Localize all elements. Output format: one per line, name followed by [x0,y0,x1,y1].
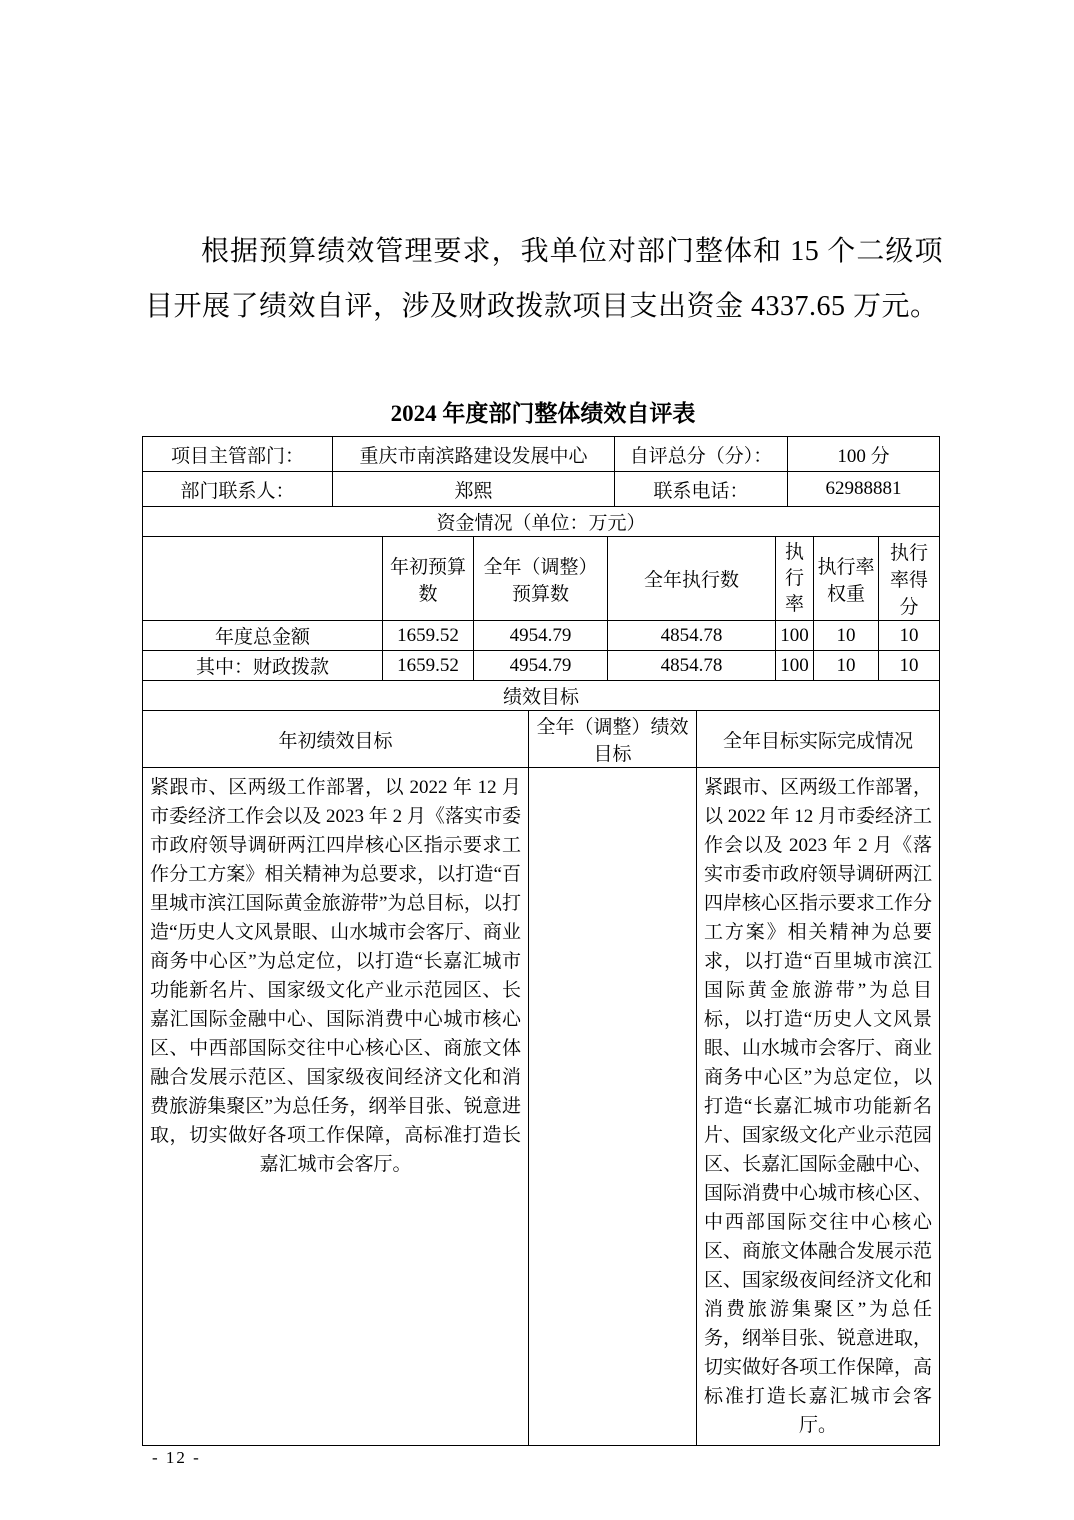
score-value-cell: 100 分 [788,437,940,472]
funds-header-cell: 执行率得分 [879,537,940,621]
funds-value-cell: 100 [776,621,814,651]
self-evaluation-table [142,436,939,1446]
funds-header-cell: 执行率权重 [814,537,879,621]
funds-row-label-cell: 其中：财政拨款 [143,651,383,681]
table-row [143,507,940,537]
funds-header-cell: 全年执行数 [608,537,776,621]
funds-header-cell: 执行率 [776,537,814,621]
table-row [143,681,940,711]
info-section [142,436,940,507]
targets-section-title-cell: 绩效目标 [143,681,940,711]
table-row [143,437,940,472]
funds-value-cell: 10 [814,651,879,681]
table-row [143,651,940,681]
funds-header-cell: 全年（调整）预算数 [474,537,608,621]
contact-value-cell: 郑熙 [333,472,615,507]
funds-value-cell: 4854.78 [608,621,776,651]
funds-value-cell: 1659.52 [383,651,474,681]
funds-value-cell: 4954.79 [474,621,608,651]
funds-value-cell: 10 [814,621,879,651]
funds-value-cell: 1659.52 [383,621,474,651]
dept-label-cell: 项目主管部门： [143,437,333,472]
actual-completion-cell: 紧跟市、区两级工作部署，以 2022 年 12 月市委经济工作会以及 2023 年 2 月《落实市委市政府领导调研两江四岸核心区指示要求工作分工方案》相关精神为总要求，以打造“百里城市滨江国际黄金旅游带”为总目标，以打造“历史人文风景眼、山水城市会客厅、商业商务中心区”为总定位，以打造“长嘉汇城市功能新名片、国家级文化产业示范园区、长嘉汇国际金融中心、国际消费中心城市核心区、中西部国际交往中心核心区、商旅文体融合发展示范区、国家级夜间经济文化和消费旅游集聚区”为总任务，纲举目张、锐意进取，切实做好各项工作保障，高标准打造长嘉汇城市会客厅。 [697,768,940,1446]
phone-label-cell: 联系电话： [615,472,788,507]
funds-row-label-cell: 年度总金额 [143,621,383,651]
table-row [143,768,940,1446]
funds-header-empty-cell [143,537,383,621]
page-number: - 12 - [152,1448,201,1467]
funds-value-cell: 4954.79 [474,651,608,681]
table-row [143,537,940,621]
initial-target-cell: 紧跟市、区两级工作部署，以 2022 年 12 月市委经济工作会以及 2023 年 2 月《落实市委市政府领导调研两江四岸核心区指示要求工作分工方案》相关精神为总要求，以打造“百里城市滨江国际黄金旅游带”为总目标，以打造“历史人文风景眼、山水城市会客厅、商业商务中心区”为总定位，以打造“长嘉汇城市功能新名片、国家级文化产业示范园区、长嘉汇国际金融中心、国际消费中心城市核心区、中西部国际交往中心核心区、商旅文体融合发展示范区、国家级夜间经济文化和消费旅游集聚区”为总任务，纲举目张、锐意进取，切实做好各项工作保障，高标准打造长嘉汇城市会客厅。 [143,768,529,1446]
contact-label-cell: 部门联系人： [143,472,333,507]
table-row [143,711,940,768]
funds-section-title-cell: 资金情况（单位：万元） [143,507,940,537]
targets-header-cell: 年初绩效目标 [143,711,529,768]
dept-value-cell: 重庆市南滨路建设发展中心 [333,437,615,472]
targets-header-cell: 全年目标实际完成情况 [697,711,940,768]
funds-value-cell: 10 [879,621,940,651]
adjusted-target-cell [529,768,697,1446]
targets-section [142,680,940,1446]
funds-value-cell: 4854.78 [608,651,776,681]
phone-value-cell: 62988881 [788,472,940,507]
table-title: 2024 年度部门整体绩效自评表 [390,401,696,426]
funds-section [142,506,940,681]
funds-header-cell: 年初预算数 [383,537,474,621]
table-row [143,621,940,651]
table-row [143,472,940,507]
funds-value-cell: 100 [776,651,814,681]
score-label-cell: 自评总分（分）： [615,437,788,472]
intro-paragraph: 根据预算绩效管理要求，我单位对部门整体和 15 个二级项目开展了绩效自评，涉及财政拨款项目支出资金 4337.65 万元。 [145,236,943,322]
targets-header-cell: 全年（调整）绩效目标 [529,711,697,768]
funds-value-cell: 10 [879,651,940,681]
